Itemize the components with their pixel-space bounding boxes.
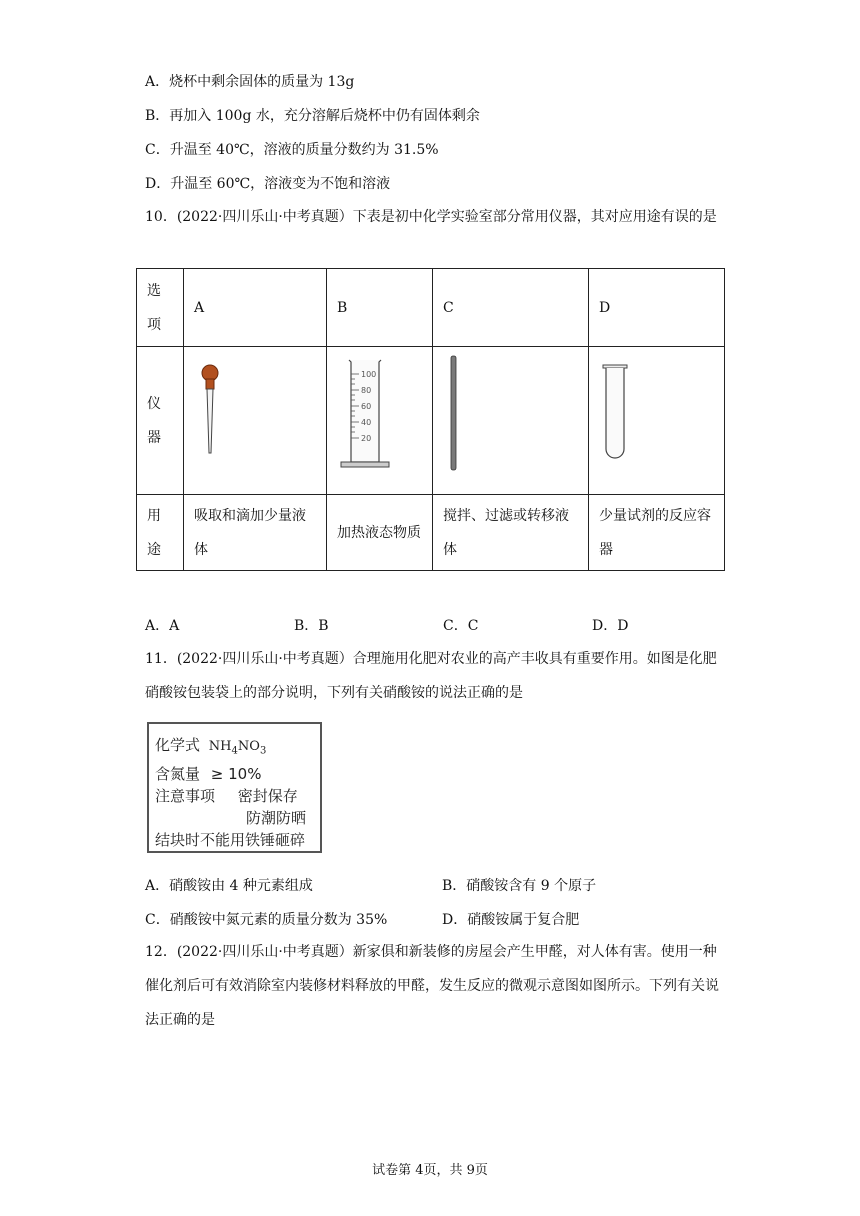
use-d: 少量试剂的反应容器 [589, 495, 725, 571]
formula-line: 化学式 $NH_4NO_3$ [155, 736, 267, 757]
cylinder-mark: 60 [361, 402, 372, 411]
question-10-stem: 10．(2022·四川乐山·中考真题）下表是初中化学实验室部分常用仪器，其对应用途有误的是 [145, 209, 717, 225]
glass-rod-cell [433, 347, 589, 495]
nitrogen-line: 含氮量 ≥ 10% [155, 764, 262, 783]
choice-b: B．硝酸铵含有 9 个原子 [442, 878, 597, 894]
graduated-cylinder-cell [327, 347, 433, 495]
choice-c: C．硝酸铵中氮元素的质量分数为 35% [145, 912, 388, 928]
test-tube-icon [599, 359, 639, 469]
choice-c: C．C [443, 618, 479, 634]
option-a: A．烧杯中剩余固体的质量为 13g [145, 74, 355, 90]
cylinder-mark: 40 [361, 418, 372, 427]
table-row [137, 495, 725, 571]
option-d: D．升温至 60℃，溶液变为不饱和溶液 [145, 176, 391, 192]
table-row [137, 347, 725, 495]
dropper-icon [194, 359, 234, 469]
cylinder-mark: 80 [361, 386, 372, 395]
option-b: B．再加入 100g 水，充分溶解后烧杯中仍有固体剩余 [145, 108, 480, 124]
graduated-cylinder-icon [337, 354, 397, 474]
table-header-d: D [589, 269, 725, 347]
question-11-stem: 11．(2022·四川乐山·中考真题）合理施用化肥对农业的高产丰收具有重要作用。如图是化肥硝酸铵包装袋上的部分说明，下列有关硝酸铵的说法正确的是 [145, 651, 717, 701]
dropper-cell [184, 347, 327, 495]
use-c: 搅拌、过滤或转移液体 [433, 495, 589, 571]
table-header-c: C [433, 269, 589, 347]
table-row [137, 269, 725, 347]
cylinder-mark: 100 [361, 370, 377, 379]
choice-a: A．硝酸铵由 4 种元素组成 [145, 878, 313, 894]
table-label-instrument: 仪器 [137, 347, 184, 495]
notes-line-2: 防潮防晒 [246, 808, 307, 827]
notes-line: 注意事项 密封保存 [155, 786, 298, 805]
instrument-table [136, 268, 725, 571]
table-header-option: 选项 [137, 269, 184, 347]
table-header-b: B [327, 269, 433, 347]
question-12-stem: 12．(2022·四川乐山·中考真题）新家俱和新装修的房屋会产生甲醛，对人体有害。使用一种催化剂后可有效消除室内装修材料释放的甲醛，发生反应的微观示意图如图所示。下列有关说法正确的是 [145, 944, 719, 1028]
table-header-a: A [184, 269, 327, 347]
use-a: 吸取和滴加少量液体 [184, 495, 327, 571]
table-label-use: 用途 [137, 495, 184, 571]
chemical-formula: $NH_4NO_3$ [208, 739, 267, 757]
option-c: C．升温至 40℃，溶液的质量分数约为 31.5% [145, 142, 439, 158]
choice-d: D．硝酸铵属于复合肥 [442, 912, 580, 928]
choice-b: B．B [294, 618, 329, 634]
fertilizer-label [147, 722, 322, 853]
warning-line: 结块时不能用铁锤砸碎 [155, 830, 306, 849]
glass-rod-icon [443, 354, 473, 474]
use-b: 加热液态物质 [327, 495, 433, 571]
choice-a: A．A [145, 618, 180, 634]
page-footer: 试卷第 4页，共 9页 [372, 1163, 488, 1178]
choice-d: D．D [592, 618, 629, 634]
cylinder-mark: 20 [361, 434, 372, 443]
test-tube-cell [589, 347, 725, 495]
